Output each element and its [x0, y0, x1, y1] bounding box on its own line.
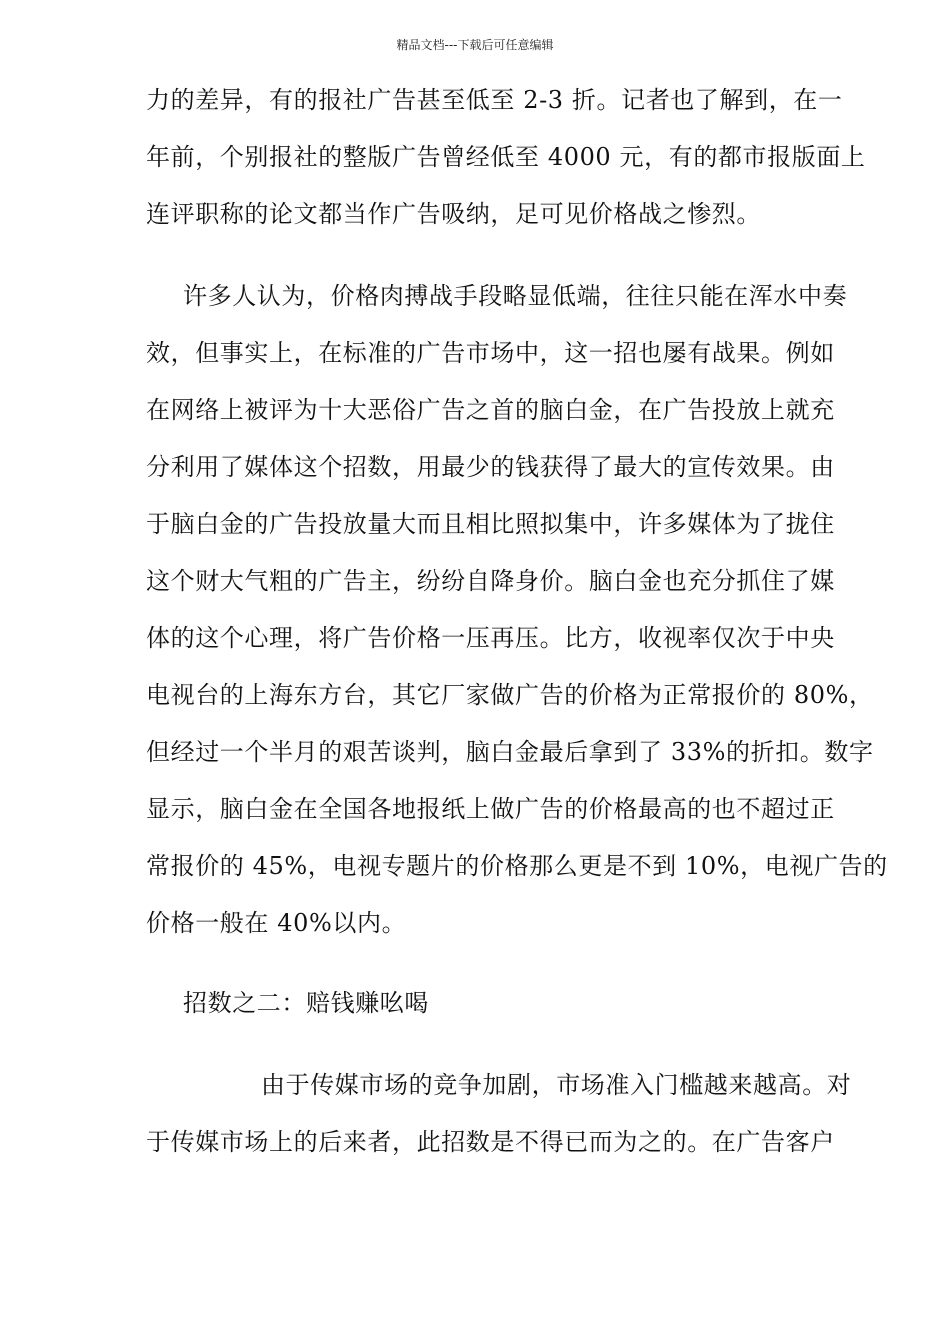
- text-line: 这个财大气粗的广告主，纷纷自降身价。脑白金也充分抓住了媒: [146, 567, 835, 595]
- text-line: 分利用了媒体这个招数，用最少的钱获得了最大的宣传效果。由: [146, 453, 835, 481]
- text-line: 力的差异，有的报社广告甚至低至 2-3 折。记者也了解到，在一: [146, 86, 843, 114]
- text-line: 效，但事实上，在标准的广告市场中，这一招也屡有战果。例如: [146, 339, 835, 367]
- text-line: 连评职称的论文都当作广告吸纳，足可见价格战之惨烈。: [146, 200, 761, 228]
- page-header: 精品文档---下载后可任意编辑: [396, 38, 554, 52]
- text-line: 许多人认为，价格肉搏战手段略显低端，往往只能在浑水中奏: [183, 282, 848, 310]
- text-line: 显示，脑白金在全国各地报纸上做广告的价格最高的也不超过正: [146, 795, 835, 823]
- text-line: 由于传媒市场的竞争加剧，市场准入门槛越来越高。对: [261, 1071, 852, 1099]
- text-line: 于传媒市场上的后来者，此招数是不得已而为之的。在广告客户: [146, 1128, 835, 1156]
- text-line: 电视台的上海东方台，其它厂家做广告的价格为正常报价的 80%，: [146, 681, 874, 709]
- text-line: 于脑白金的广告投放量大而且相比照拟集中，许多媒体为了拢住: [146, 510, 835, 538]
- text-line: 体的这个心理，将广告价格一压再压。比方，收视率仅次于中央: [146, 624, 835, 652]
- section-heading: 招数之二：赔钱赚吆喝: [183, 989, 429, 1017]
- text-line: 但经过一个半月的艰苦谈判，脑白金最后拿到了 33%的折扣。数字: [146, 738, 874, 766]
- text-line: 年前，个别报社的整版广告曾经低至 4000 元，有的都市报版面上: [146, 143, 866, 171]
- text-line: 在网络上被评为十大恶俗广告之首的脑白金，在广告投放上就充: [146, 396, 835, 424]
- text-line: 常报价的 45%，电视专题片的价格那么更是不到 10%，电视广告的: [146, 852, 888, 880]
- text-line: 价格一般在 40%以内。: [146, 909, 407, 937]
